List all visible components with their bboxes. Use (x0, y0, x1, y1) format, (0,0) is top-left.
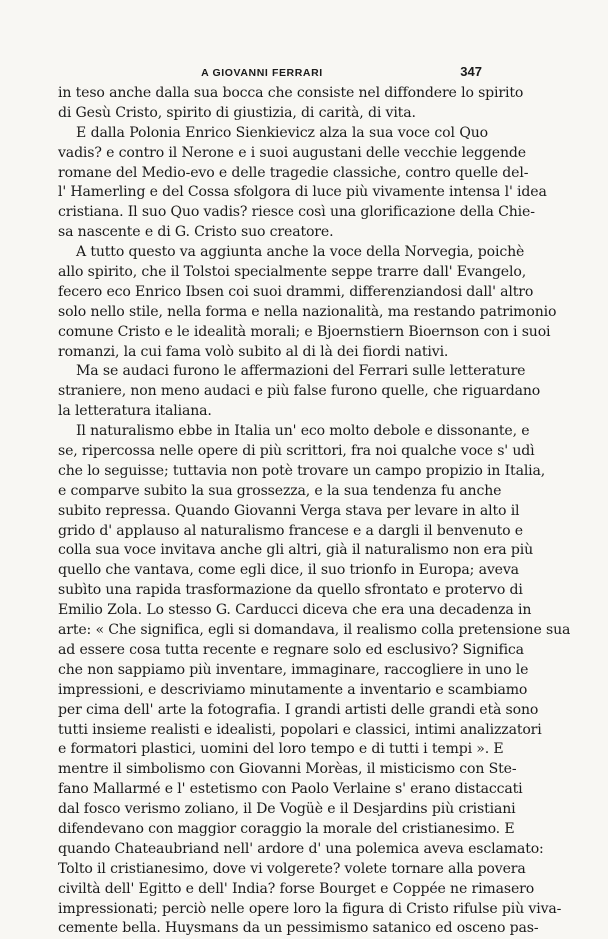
text-line: romanzi, la cui fama volò subito al di là dei fiordi nativi. (58, 343, 449, 360)
text-line: comune Cristo e le idealità morali; e Bjoernstiern Bioernson con i suoi (58, 323, 551, 340)
text-line: se, ripercossa nelle opere di più scrittori, fra noi qualche voce s' udì (58, 443, 535, 460)
text-line: cemente bella. Huysmans da un pessimismo satanico ed osceno pas- (58, 920, 539, 937)
text-line: grido d' applauso al naturalismo francese e a dargli il benvenuto e (58, 522, 524, 539)
text-line: e comparve subito la sua grossezza, e la sua tendenza fu anche (58, 482, 502, 499)
text-line: E dalla Polonia Enrico Sienkievicz alza la sua voce col Quo (76, 124, 488, 141)
text-line: quello che vantava, come egli dice, il suo trionfo in Europa; aveva (58, 562, 519, 579)
text-line: impressionati; perciò nelle opere loro la figura di Cristo rifulse più viva- (58, 900, 562, 917)
text-line: romane del Medio-evo e delle tragedie classiche, contro quelle del- (58, 164, 529, 181)
text-line: di Gesù Cristo, spirito di giustizia, di carità, di vita. (58, 104, 416, 121)
text-line: straniere, non meno audaci e più false furono quelle, che riguardano (58, 383, 541, 400)
text-line: impressioni, e descriviamo minutamente a inventario e scambiamo (58, 681, 528, 698)
text-line: per cima dell' arte la fotografia. I grandi artisti delle grandi età sono (58, 701, 539, 718)
text-line: subito repressa. Quando Giovanni Verga stava per levare in alto il (58, 502, 520, 519)
text-line: e formatori plastici, uomini del loro tempo e di tutti i tempi ». E (58, 741, 504, 758)
text-line: Ma se audaci furono le affermazioni del Ferrari sulle letterature (76, 363, 526, 380)
text-line: subìto una rapida trasformazione da quello sfrontato e protervo di (58, 582, 523, 599)
text-line: Emilio Zola. Lo stesso G. Carducci diceva che era una decadenza in (58, 602, 532, 619)
text-line: difendevano con maggior coraggio la morale del cristianesimo. E (58, 820, 515, 837)
text-line: cristiana. Il suo Quo vadis? riesce così una glorificazione della Chie- (58, 204, 535, 221)
text-line: in teso anche dalla sua bocca che consiste nel diffondere lo spirito (58, 85, 524, 101)
text-line: Il naturalismo ebbe in Italia un' eco molto debole e dissonante, e (76, 423, 530, 440)
text-line: fecero eco Enrico Ibsen coi suoi drammi, differenziandosi dall' altro (58, 283, 534, 300)
text-line: mentre il simbolismo con Giovanni Morèas, il misticismo con Ste- (58, 761, 517, 778)
text-line: che non sappiamo più inventare, immaginare, raccogliere in uno le (58, 661, 529, 678)
body-text (58, 84, 571, 939)
text-line: la letteratura italiana. (58, 403, 212, 420)
text-line: l' Hamerling e del Cossa sfolgora di luce più vivamente intensa l' idea (58, 184, 547, 201)
text-line: allo spirito, che il Tolstoi specialmente seppe trarre dall' Evangelo, (58, 264, 527, 281)
text-line: quando Chateaubriand nell' ardore d' una polemica aveva esclamato: (58, 840, 544, 857)
text-line: sa nascente e di G. Cristo suo creatore. (58, 224, 334, 241)
text-line: fano Mallarmé e l' estetismo con Paolo Verlaine s' erano distaccati (58, 781, 523, 798)
running-title: A GIOVANNI FERRARI (201, 67, 323, 79)
text-line: che lo seguisse; tuttavia non potè trovare un campo propizio in Italia, (58, 462, 546, 479)
text-line: A tutto questo va aggiunta anche la voce della Norvegia, poichè (76, 244, 525, 261)
page-number: 347 (460, 64, 482, 79)
text-line: vadis? e contro il Nerone e i suoi augustani delle vecchie leggende (58, 144, 526, 161)
page-header (52, 64, 482, 82)
text-line: tutti insieme realisti e idealisti, popolari e classici, intimi analizzatori (58, 721, 542, 738)
text-line: Tolto il cristianesimo, dove vi volgerete? volete tornare alla povera (58, 860, 526, 877)
text-line: civiltà dell' Egitto e dell' India? forse Bourget e Coppée ne rimasero (58, 880, 535, 897)
text-line: colla sua voce invitava anche gli altri, già il naturalismo non era più (58, 542, 534, 559)
text-line: dal fosco verismo zoliano, il De Vogüè e il Desjardins più cristiani (58, 801, 516, 818)
text-line: solo nello stile, nella forma e nella nazionalità, ma restando patrimonio (58, 303, 557, 320)
text-line: ad essere cosa tutta recente e regnare solo ed esclusivo? Significa (58, 641, 524, 658)
text-line: arte: « Che significa, egli si domandava, il realismo colla pretensione sua (58, 622, 571, 639)
